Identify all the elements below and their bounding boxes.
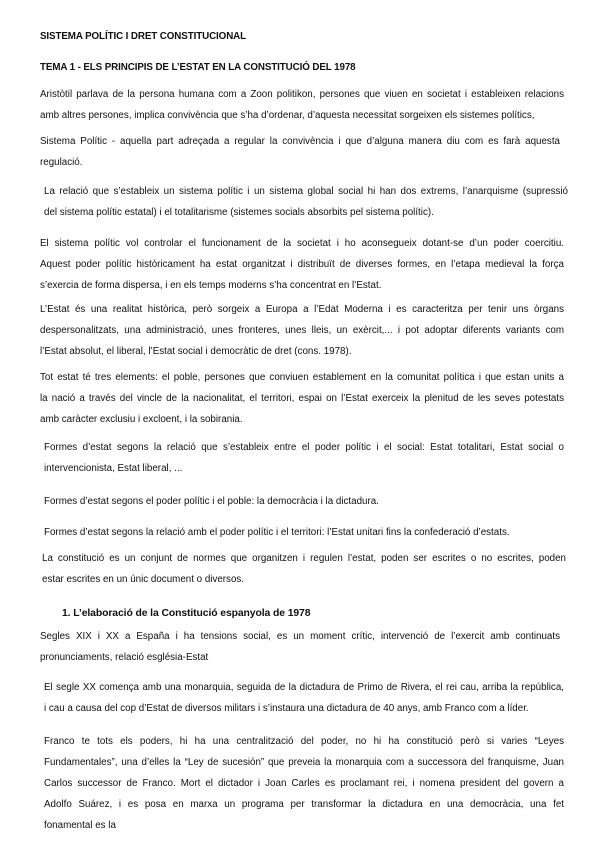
paragraph-line: pronunciaments, relació església-Estat bbox=[40, 652, 209, 663]
paragraph-line: amb altres persones, implica convivència que s’ha d’ordenar, d’aquesta necessitat sorgeixen els sistemes polítics, bbox=[40, 110, 535, 121]
paragraph-line: El sistema polític vol controlar el funcionament de la societat i ho aconsegueix dotant-se d’un poder coercitiu. bbox=[40, 238, 564, 249]
paragraph-line: Aristòtil parlava de la persona humana com a Zoon politikon, persones que viuen en societat i estableixen relacions bbox=[40, 89, 564, 100]
paragraph bbox=[44, 181, 568, 223]
paragraph-line: Adolfo Suárez, i es posa en marxa un programa per transformar la dictadura en una democràcia, una fet bbox=[44, 799, 564, 810]
paragraph bbox=[42, 548, 566, 590]
paragraph-line: estar escrites en un únic document o diversos. bbox=[42, 574, 245, 585]
paragraph bbox=[40, 84, 564, 126]
paragraph-line: regulació. bbox=[40, 157, 83, 168]
paragraph-line: del sistema polític estatal) i el totalitarisme (sistemes socials absorbits pel sistema polític). bbox=[44, 207, 434, 218]
document-title: SISTEMA POLÍTIC I DRET CONSTITUCIONAL bbox=[40, 31, 247, 42]
paragraph bbox=[44, 437, 564, 479]
paragraph-line: Tot estat té tres elements: el poble, persones que conviuen establement en la comunitat política i que estan units a bbox=[40, 372, 564, 383]
paragraph bbox=[44, 677, 564, 719]
paragraph bbox=[40, 367, 564, 430]
paragraph-line: Formes d’estat segons la relació que s’estableix entre el poder polític i el social: Estat totalitari, Estat social o bbox=[44, 442, 564, 453]
paragraph bbox=[44, 731, 564, 836]
paragraph-line: despersonalitzats, una administració, unes fronteres, unes lleis, un exèrcit,... i pot adoptar diferents variants com bbox=[40, 325, 564, 336]
paragraph bbox=[44, 491, 564, 512]
paragraph bbox=[40, 626, 560, 668]
paragraph-line: El segle XX comença amb una monarquia, seguida de la dictadura de Primo de Rivera, el rei cau, arriba la república, bbox=[44, 682, 564, 693]
paragraph-line: s’exercia de forma dispersa, i en els temps moderns s’ha concentrat en l’Estat. bbox=[40, 280, 382, 291]
paragraph-line: fonamental es la bbox=[44, 820, 116, 831]
paragraph bbox=[40, 299, 564, 362]
document-subtitle: TEMA 1 - ELS PRINCIPIS DE L’ESTAT EN LA CONSTITUCIÓ DEL 1978 bbox=[40, 62, 356, 73]
paragraph-line: intervencionista, Estat liberal, ... bbox=[44, 463, 183, 474]
paragraph bbox=[44, 522, 564, 543]
paragraph bbox=[40, 131, 560, 173]
paragraph-line: La constitució es un conjunt de normes que organitzen i regulen l’estat, poden ser escrites o no escrites, poden bbox=[42, 553, 566, 564]
paragraph-line: Sistema Polític - aquella part adreçada a regular la convivència i que d’alguna manera diu com es farà aquesta bbox=[40, 136, 560, 147]
paragraph bbox=[40, 233, 564, 296]
paragraph-line: amb caràcter exclusiu i excloent, i la sobirania. bbox=[40, 414, 243, 425]
paragraph-line: Formes d’estat segons el poder polític i el poble: la democràcia i la dictadura. bbox=[44, 496, 379, 507]
section-heading: 1. L’elaboració de la Constitució espanyola de 1978 bbox=[62, 608, 311, 619]
paragraph-line: Fundamentales”, una d’elles la “Ley de sucesión” que preveia la monarquia com a successora del franquisme, Juan bbox=[44, 757, 564, 768]
paragraph-line: Carlos successor de Franco. Mort el dictador i Joan Carles es proclamant rei, i nomena president del govern a bbox=[44, 778, 564, 789]
paragraph-line: l’Estat absolut, el liberal, l’Estat social i democràtic de dret (cons. 1978). bbox=[40, 346, 352, 357]
paragraph-line: Segles XIX i XX a España i ha tensions social, es un moment crític, intervenció de l’exercit amb continuats bbox=[40, 631, 560, 642]
paragraph-line: L’Estat és una realitat històrica, però sorgeix a Europa a l’Edat Moderna i es caracteritza per tenir uns òrgans bbox=[40, 304, 564, 315]
paragraph-line: La relació que s’estableix un sistema polític i un sistema global social hi han dos extrems, l’anarquisme (supressió bbox=[44, 186, 568, 197]
paragraph-line: i cau a causa del cop d’Estat de diversos militars i s’instaura una dictadura de 40 anys, amb Franco com a líder. bbox=[44, 703, 529, 714]
paragraph-line: Formes d’estat segons la relació amb el poder polític i el territori: l’Estat unitari fins la confederació d’estats. bbox=[44, 527, 510, 538]
paragraph-line: Franco te tots els poders, hi ha una centralització del poder, no hi ha constitució però si varies “Leyes bbox=[44, 736, 564, 747]
paragraph-line: la nació a través del vincle de la nacionalitat, el territori, espai on l’Estat exerceix la plenitud de les seves potestats bbox=[40, 393, 564, 404]
paragraph-line: Aquest poder polític històricament ha estat organitzat i distribuït de diverses formes, en l’etapa medieval la força bbox=[40, 259, 564, 270]
